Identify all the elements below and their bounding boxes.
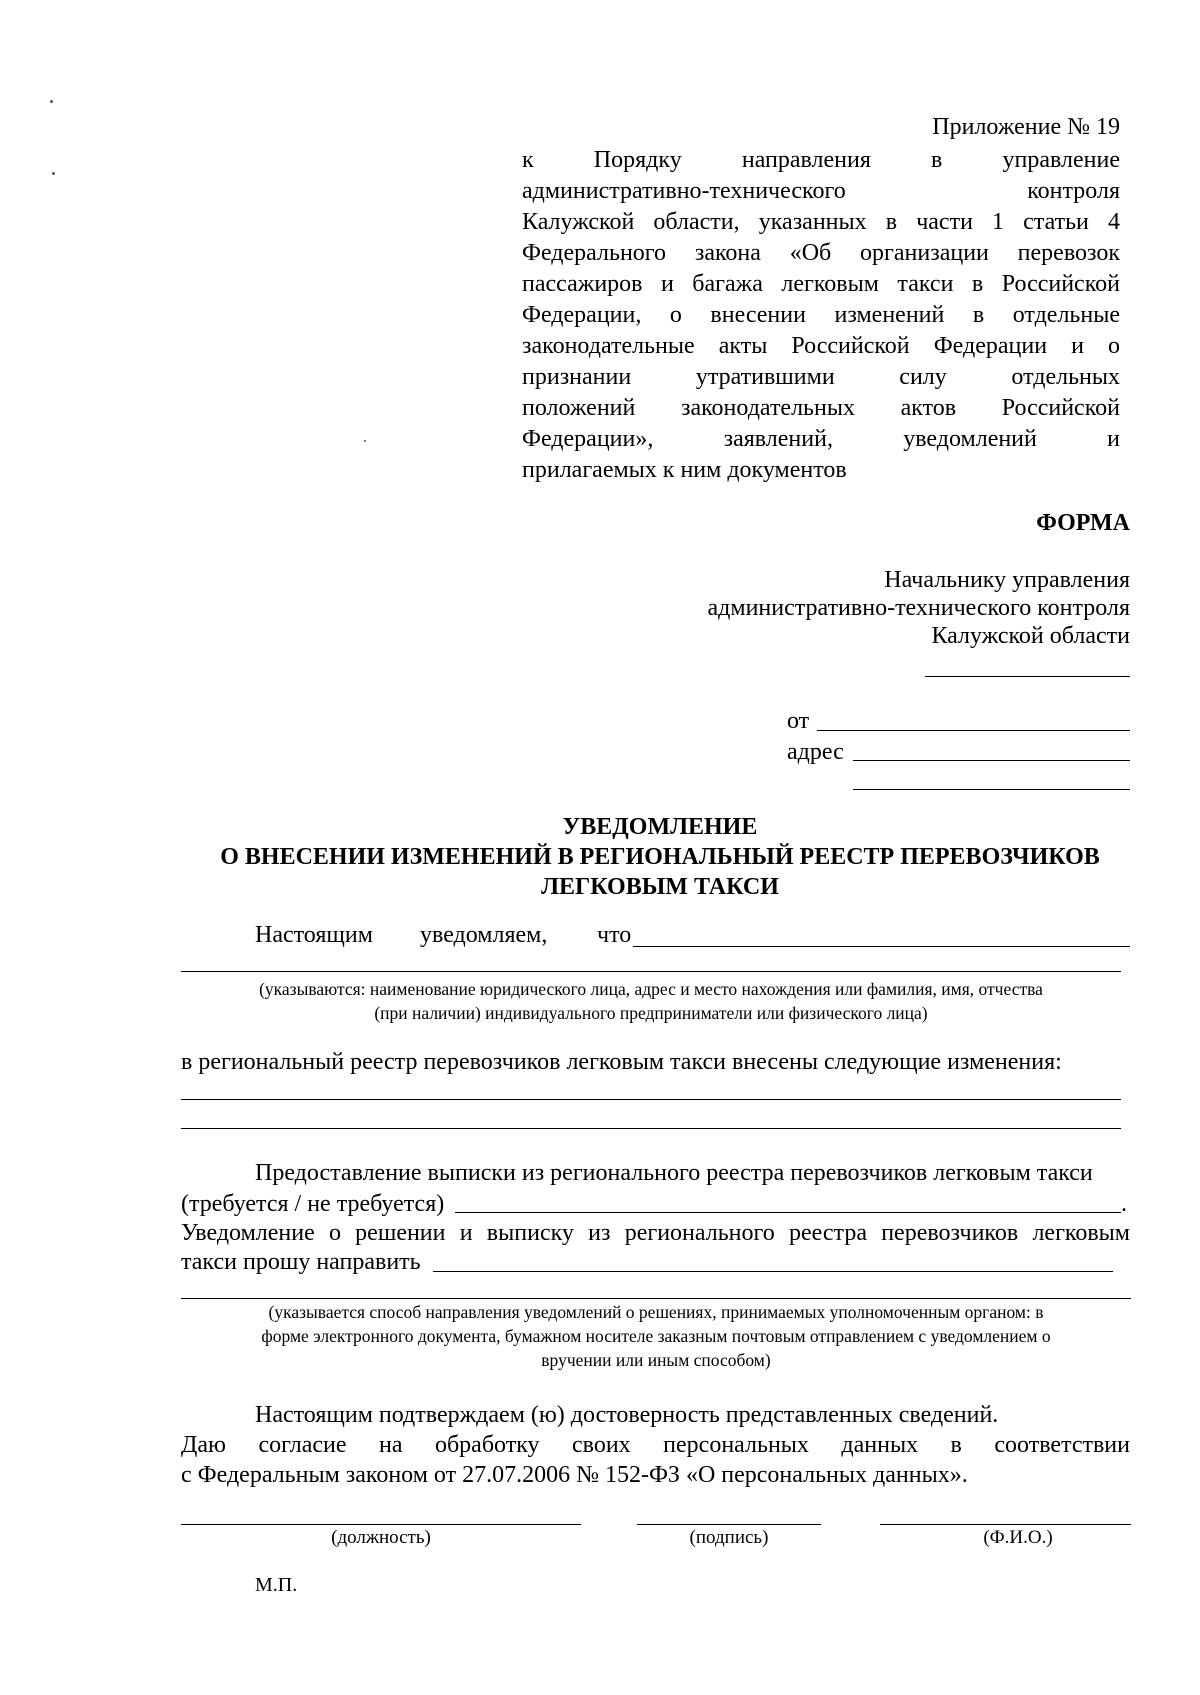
notify-blank-line-2[interactable] [181, 971, 1121, 972]
hint-applicant-line-2: (при наличии) индивидуального предприниматели или физического лица) [374, 1003, 928, 1023]
extract-required-blank-line[interactable] [455, 1212, 1121, 1213]
extract-line-2: (требуется / не требуется) [181, 1191, 445, 1217]
hint-applicant-line-1: (указываются: наименование юридического лица, адрес и место нахождения или фамилия, имя, отчества [259, 979, 1043, 999]
notify-blank-line[interactable] [633, 946, 1130, 947]
notify-word-3: что [597, 922, 632, 948]
name-blank-line[interactable] [880, 1524, 1131, 1525]
appendix-line: Федерации, о внесении изменений в отдельные [522, 302, 1120, 328]
appendix-line: прилагаемых к ним документов [522, 457, 847, 483]
appendix-line: законодательные акты Российской Федерации и о [522, 333, 1120, 359]
address-blank-line-2[interactable] [853, 789, 1130, 790]
position-caption: (должность) [331, 1527, 431, 1548]
heading-line-3: ЛЕГКОВЫМ ТАКСИ [541, 874, 779, 900]
appendix-line: признании утратившими силу отдельных [522, 364, 1120, 390]
appendix-line: к Порядку направления в управление [522, 147, 1120, 173]
form-label: ФОРМА [1036, 510, 1130, 536]
delivery-blank-line[interactable] [433, 1271, 1113, 1272]
extract-line-3: Уведомление о решении и выписку из регионального реестра перевозчиков легковым [181, 1220, 1130, 1246]
addressee-line: Калужской области [931, 623, 1130, 649]
appendix-line: положений законодательных актов Российской [522, 395, 1120, 421]
appendix-line: Федерального закона «Об организации перевозок [522, 240, 1120, 266]
heading-line-2: О ВНЕСЕНИИ ИЗМЕНЕНИЙ В РЕГИОНАЛЬНЫЙ РЕЕСТР ПЕРЕВОЗЧИКОВ [220, 844, 1100, 870]
hint-delivery-line-3: вручении или иным способом) [541, 1350, 771, 1370]
address-blank-line[interactable] [853, 760, 1130, 761]
confirm-line-2: Даю согласие на обработку своих персональных данных в соответствии [181, 1432, 1130, 1458]
scan-speck [50, 100, 53, 103]
from-blank-line[interactable] [817, 730, 1130, 731]
extract-line-1: Предоставление выписки из регионального реестра перевозчиков легковым такси [255, 1160, 1093, 1186]
extract-line-2-end: . [1121, 1191, 1127, 1217]
appendix-line: административно-технического контроля [522, 178, 1120, 204]
signature-caption: (подпись) [689, 1527, 769, 1548]
notify-word-1: Настоящим [255, 922, 373, 948]
stamp-label: М.П. [255, 1574, 298, 1596]
changes-text: в региональный реестр перевозчиков легковым такси внесены следующие изменения: [181, 1049, 1062, 1075]
changes-blank-line-2[interactable] [181, 1128, 1121, 1129]
addressee-line: административно-технического контроля [707, 595, 1130, 621]
notify-word-2: уведомляем, [420, 922, 548, 948]
heading-line-1: УВЕДОМЛЕНИЕ [562, 814, 758, 840]
addressee-line: Начальнику управления [884, 567, 1130, 593]
name-caption: (Ф.И.О.) [983, 1527, 1053, 1548]
position-blank-line[interactable] [181, 1524, 581, 1525]
addressee-blank-line[interactable] [925, 676, 1130, 677]
hint-delivery-line-1: (указывается способ направления уведомлений о решениях, принимаемых уполномоченным органом: в [268, 1302, 1044, 1322]
hint-delivery-line-2: форме электронного документа, бумажном носителе заказным почтовым отправлением с уведомлением о [261, 1326, 1051, 1346]
from-label: от [787, 708, 810, 734]
signature-blank-line[interactable] [637, 1524, 821, 1525]
address-label: адрес [787, 739, 844, 765]
confirm-line-3: с Федеральным законом от 27.07.2006 № 152-ФЗ «О персональных данных». [181, 1462, 968, 1488]
appendix-line: пассажиров и багажа легковым такси в Российской [522, 271, 1120, 297]
scan-speck [364, 440, 366, 442]
scan-speck [52, 172, 55, 175]
extract-line-4: такси прошу направить [181, 1249, 421, 1275]
confirm-line-1: Настоящим подтверждаем (ю) достоверность представленных сведений. [255, 1402, 999, 1428]
delivery-blank-line-2[interactable] [181, 1298, 1131, 1299]
appendix-line: Калужской области, указанных в части 1 статьи 4 [522, 209, 1120, 235]
changes-blank-line-1[interactable] [181, 1099, 1121, 1100]
appendix-title: Приложение № 19 [932, 114, 1120, 140]
appendix-line: Федерации», заявлений, уведомлений и [522, 426, 1120, 452]
